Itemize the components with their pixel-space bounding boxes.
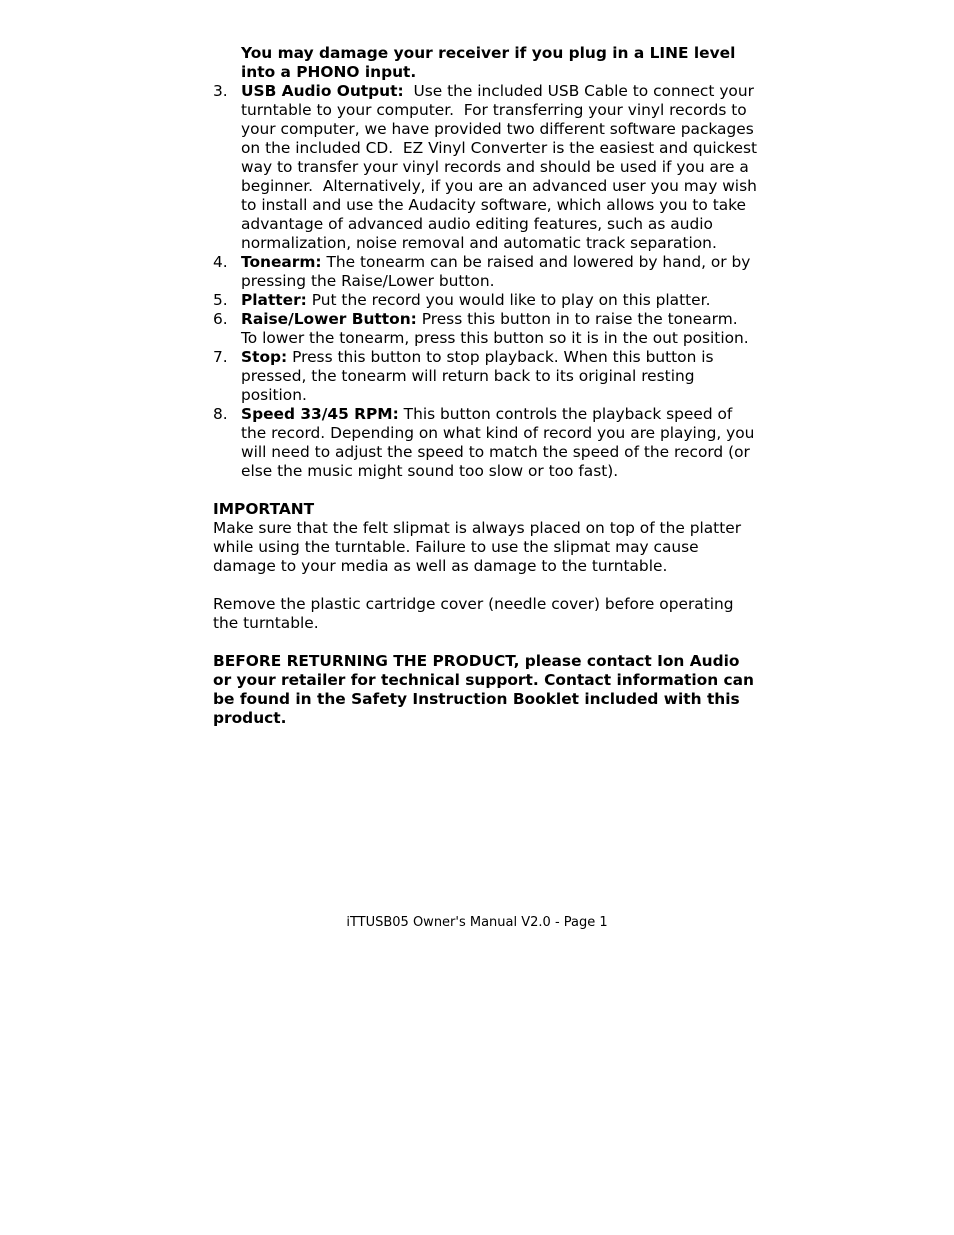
list-item-usb-audio-output — [213, 82, 762, 253]
important-heading: IMPORTANT — [213, 500, 315, 518]
item-number: 6. — [213, 310, 228, 328]
item-description: Press this button in to raise the tonearm. To lower the tonearm, press this button so it is in the out position. — [241, 310, 749, 347]
list-item-raise-lower-button — [213, 310, 758, 348]
feature-list — [213, 82, 762, 481]
item-number: 5. — [213, 291, 228, 309]
item-description: Put the record you would like to play on this platter. — [306, 291, 711, 309]
page-footer: iTTUSB05 Owner's Manual V2.0 - Page 1 — [346, 915, 608, 930]
returning-product-note: BEFORE RETURNING THE PRODUCT, please contact Ion Audio or your retailer for technical support. Contact information can be found in the Safety Instruction Booklet included with this product. — [213, 652, 754, 727]
item-description: Press this button to stop playback. When this button is pressed, the tonearm will return back to its original resting position. — [241, 348, 714, 404]
list-item-tonearm — [213, 253, 758, 291]
item-term: Speed 33/45 RPM: — [241, 405, 399, 423]
item-term: Platter: — [241, 291, 307, 309]
item-description: The tonearm can be raised and lowered by hand, or by pressing the Raise/Lower button. — [241, 253, 751, 290]
item-term: USB Audio Output: — [241, 82, 404, 100]
list-item-stop — [213, 348, 758, 405]
item-description: This button controls the playback speed of the record. Depending on what kind of record you are playing, you will need to adjust the speed to match the speed of the record (or else the music might sound too slow or too fast). — [241, 405, 755, 480]
cartridge-cover-note: Remove the plastic cartridge cover (needle cover) before operating the turntable. — [213, 595, 734, 632]
item-number: 8. — [213, 405, 228, 423]
item-description: Use the included USB Cable to connect your turntable to your computer. For transferring your vinyl records to your computer, we have provided two different software packages on the included CD. EZ Vinyl Converter is the easiest and quickest way to transfer your vinyl records and should be used if you are a beginner. Alternatively, if you are an advanced user you may wish to install and use the Audacity software, which allows you to take advantage of advanced audio editing features, such as audio normalization, noise removal and automatic track separation. — [241, 82, 762, 252]
manual-content — [213, 44, 762, 728]
item-number: 4. — [213, 253, 228, 271]
item-term: Raise/Lower Button: — [241, 310, 417, 328]
important-text: Make sure that the felt slipmat is always placed on top of the platter while using the turntable. Failure to use the slipmat may cause damage to your media as well as damage to the turntable. — [213, 519, 742, 575]
item-number: 7. — [213, 348, 228, 366]
important-section — [213, 500, 758, 576]
list-item-platter — [213, 291, 758, 310]
item-term: Stop: — [241, 348, 288, 366]
list-item-speed — [213, 405, 758, 481]
item-term: Tonearm: — [241, 253, 322, 271]
item-number: 3. — [213, 82, 228, 100]
line-phono-warning: You may damage your receiver if you plug in a LINE level into a PHONO input. — [241, 44, 736, 81]
